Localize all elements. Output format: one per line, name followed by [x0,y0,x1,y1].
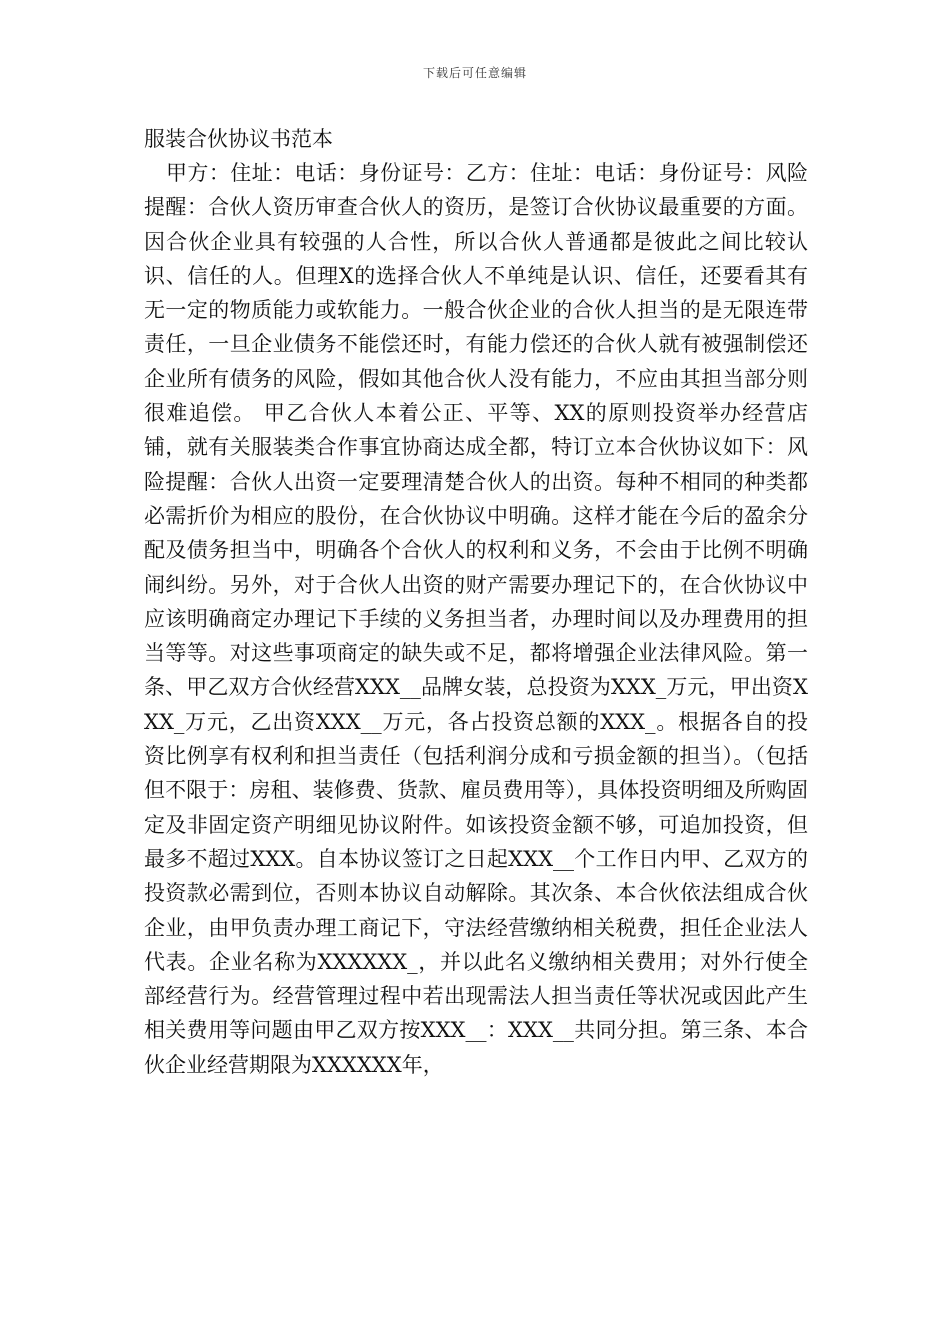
document-body: 甲方：住址：电话：身份证号：乙方：住址：电话：身份证号：风险提醒：合伙人资历审查合伙人的资历，是签订合伙协议最重要的方面。因合伙企业具有较强的人合性，所以合伙人普通都是彼此之间比较认识、信任的人。但理X的选择合伙人不单纯是认识、信任，还要看其有无一定的物质能力或软能力。一般合伙企业的合伙人担当的是无限连带责任，一旦企业债务不能偿还时，有能力偿还的合伙人就有被强制偿还企业所有债务的风险，假如其他合伙人没有能力，不应由其担当部分则很难追偿。 甲乙合伙人本着公正、平等、XX的原则投资举办经营店铺，就有关服装类合作事宜协商达成全都，特订立本合伙协议如下：风险提醒：合伙人出资一定要理清楚合伙人的出资。每种不相同的种类都必需折价为相应的股份，在合伙协议中明确。这样才能在今后的盈余分配及债务担当中，明确各个合伙人的权利和义务，不会由于比例不明确闹纠纷。另外，对于合伙人出资的财产需要办理记下的，在合伙协议中应该明确商定办理记下手续的义务担当者，办理时间以及办理费用的担当等等。对这些事项商定的缺失或不足，都将增强企业法律风险。第一条、甲乙双方合伙经营XXX__品牌女装，总投资为XXX_万元，甲出资XXX_万元，乙出资XXX__万元，各占投资总额的XXX_。根据各自的投资比例享有权利和担当责任（包括利润分成和亏损金额的担当）。（包括但不限于：房租、装修费、货款、雇员费用等），具体投资明细及所购固定及非固定资产明细见协议附件。如该投资金额不够，可追加投资，但最多不超过XXX。自本协议签订之日起XXX__个工作日内甲、乙双方的投资款必需到位，否则本协议自动解除。其次条、本合伙依法组成合伙企业，由甲负责办理工商记下，守法经营缴纳相关税费，担任企业法人代表。企业名称为XXXXXX_，并以此名义缴纳相关费用；对外行使全部经营行为。经营管理过程中若出现需法人担当责任等状况或因此产生相关费用等问题由甲乙双方按XXX__：XXX__共同分担。第三条、本合伙企业经营期限为XXXXXX年， [144,161,808,1077]
document-title: 服装合伙协议书范本 [144,127,333,151]
header-note: 下载后可任意编辑 [422,66,527,80]
